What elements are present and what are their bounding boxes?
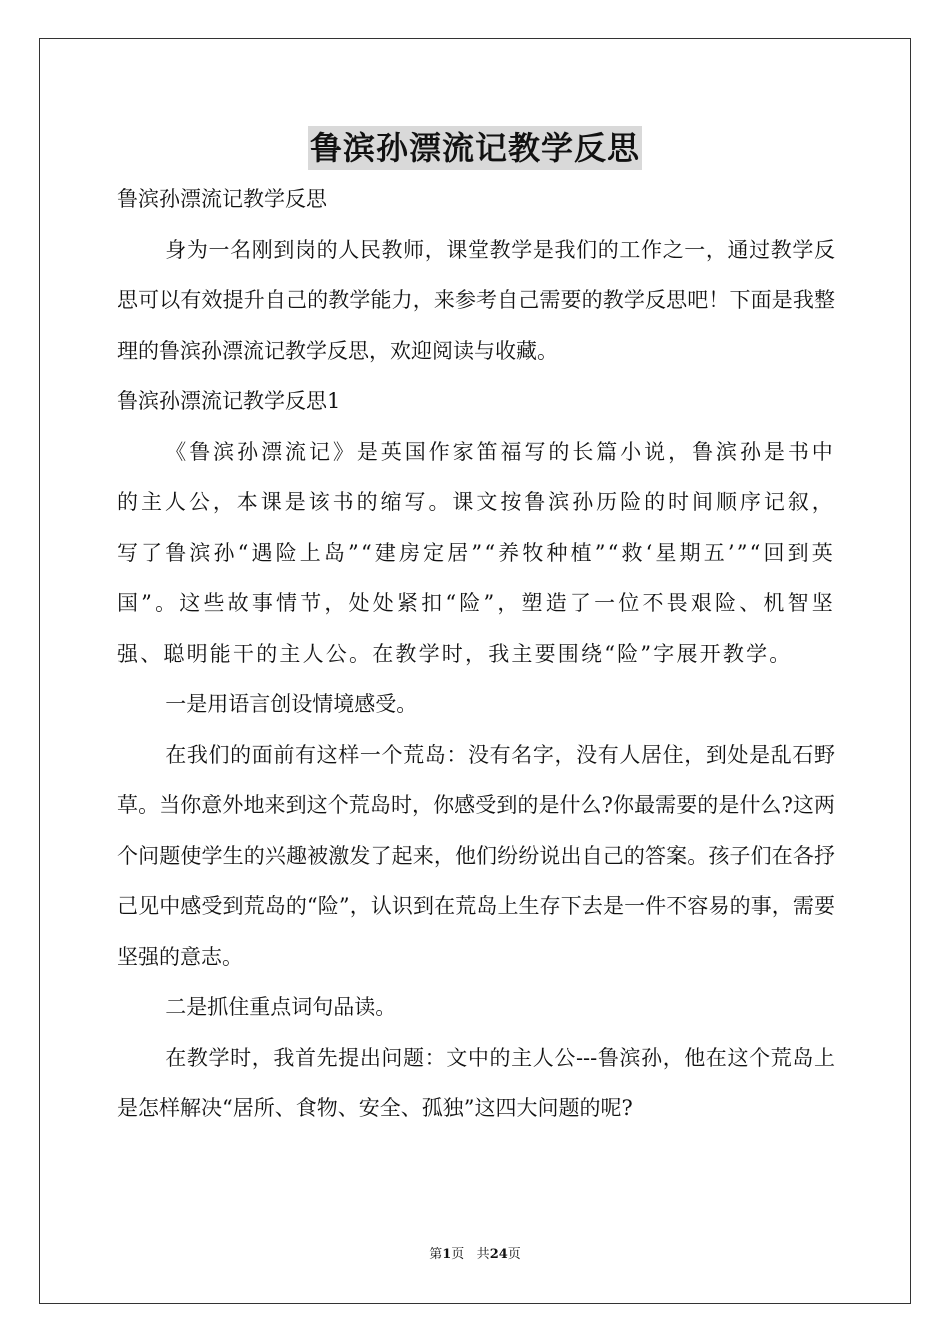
- footer-prefix: 第: [429, 1247, 443, 1262]
- footer-total-prefix: 共: [476, 1247, 490, 1262]
- title-container: [0, 126, 950, 170]
- total-pages-number: 24: [489, 1247, 508, 1262]
- footer-total-label: 页: [507, 1247, 521, 1262]
- intro-paragraph: 身为一名刚到岗的人民教师，课堂教学是我们的工作之一，通过教学反思可以有效提升自己的教学能力，来参考自己需要的教学反思吧！下面是我整理的鲁滨孙漂流记教学反思，欢迎阅读与收藏。: [117, 237, 835, 363]
- body-paragraph: 二是抓住重点词句品读。: [165, 995, 397, 1019]
- body-paragraph: 《鲁滨孙漂流记》是英国作家笛福写的长篇小说，鲁滨孙是书中的主人公，本课是该书的缩写。课文按鲁滨孙历险的时间顺序记叙，写了鲁滨孙“遇险上岛”“建房定居”“养牧种植”“救‘星期五’”“回到英国”。这些故事情节，处处紧扣“险”，塑造了一位不畏艰险、机智坚强、聪明能干的主人公。在教学时，我主要围绕“险”字展开教学。: [117, 439, 835, 666]
- subtitle-paragraph: 鲁滨孙漂流记教学反思: [117, 187, 327, 211]
- document-title: 鲁滨孙漂流记教学反思: [308, 126, 642, 170]
- body-paragraph: 一是用语言创设情境感受。: [165, 692, 418, 716]
- section-heading: 鲁滨孙漂流记教学反思1: [117, 389, 341, 413]
- footer-page-label: 页: [451, 1247, 465, 1262]
- page-footer: [0, 1246, 950, 1264]
- body-paragraph: 在教学时，我首先提出问题：文中的主人公---鲁滨孙，他在这个荒岛上是怎样解决“居所、食物、安全、孤独”这四大问题的呢?: [117, 1045, 835, 1120]
- current-page-number: 1: [442, 1247, 452, 1262]
- body-paragraph: 在我们的面前有这样一个荒岛：没有名字，没有人居住，到处是乱石野草。当你意外地来到这个荒岛时，你感受到的是什么?你最需要的是什么?这两个问题使学生的兴趣被激发了起来，他们纷纷说出自己的答案。孩子们在各抒己见中感受到荒岛的“险”，认识到在荒岛上生存下去是一件不容易的事，需要坚强的意志。: [117, 742, 835, 969]
- document-body: [117, 174, 835, 1134]
